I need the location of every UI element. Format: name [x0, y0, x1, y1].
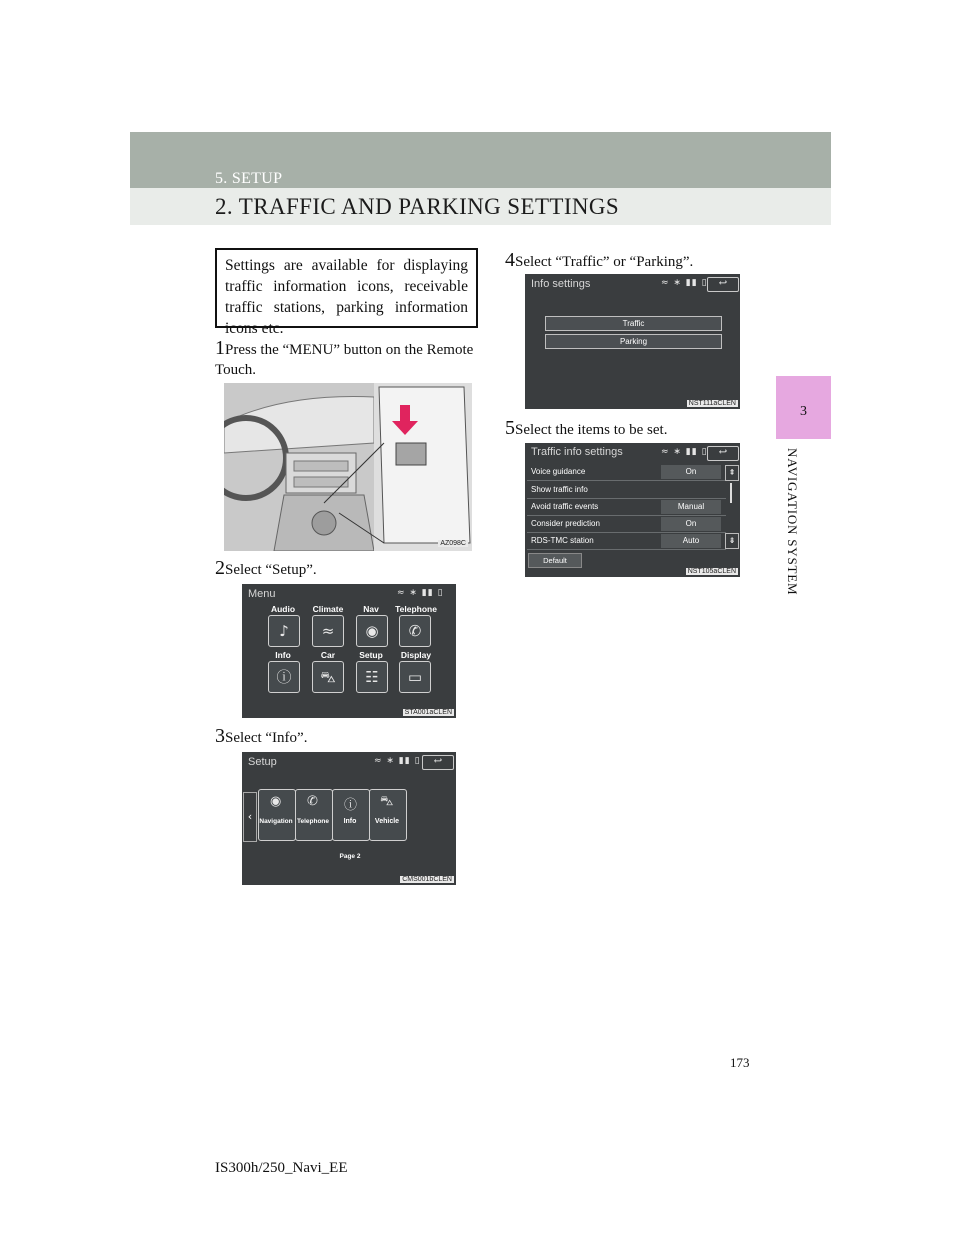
- scrollbar[interactable]: [730, 483, 732, 503]
- traffic-button[interactable]: Traffic: [545, 316, 722, 331]
- row-label: Consider prediction: [531, 519, 600, 528]
- step-number: 2: [215, 557, 225, 579]
- telephone-button[interactable]: ✆: [399, 615, 431, 647]
- step-number: 3: [215, 725, 225, 747]
- page-number: 173: [730, 1055, 750, 1070]
- menu-label-setup: Setup: [359, 650, 383, 660]
- info-icon: ⓘ: [344, 798, 358, 813]
- info-settings-screen: [525, 274, 740, 409]
- previous-page-button[interactable]: ‹: [243, 792, 257, 842]
- page-title: 2. TRAFFIC AND PARKING SETTINGS: [215, 194, 620, 219]
- step-text: Press the “MENU” button on the Remote Touch.: [215, 342, 474, 378]
- navigation-label: Navigation: [259, 818, 293, 825]
- parking-button[interactable]: Parking: [545, 334, 722, 349]
- figure-code: STA001aCLEN: [404, 709, 452, 716]
- screen-title: Info settings: [531, 278, 591, 290]
- screen-title: Traffic info settings: [531, 446, 623, 458]
- setup-button[interactable]: ☷: [356, 661, 388, 693]
- chapter-label: NAVIGATION SYSTEM: [785, 448, 800, 596]
- row-value[interactable]: On: [661, 517, 721, 531]
- status-icons: ≈ ∗ ▮▮ ▯: [397, 588, 444, 598]
- navigation-icon: ◉: [270, 794, 282, 809]
- figure-code: NST111aCLEN: [688, 400, 736, 407]
- menu-label-telephone: Telephone: [395, 604, 437, 614]
- menu-label-climate: Climate: [312, 604, 344, 614]
- step-5: [505, 418, 767, 440]
- back-button[interactable]: ↩: [707, 277, 739, 292]
- figure-code: NST105aCLEN: [687, 568, 736, 575]
- menu-label-nav: Nav: [363, 604, 379, 614]
- display-button[interactable]: ▭: [399, 661, 431, 693]
- default-button[interactable]: Default: [528, 553, 582, 568]
- scroll-down-button[interactable]: ⇟: [725, 533, 739, 549]
- back-button[interactable]: ↩: [707, 446, 739, 461]
- status-icons: ≈ ∗ ▮▮ ▯: [374, 756, 421, 766]
- menu-label-audio: Audio: [270, 604, 296, 614]
- vehicle-icon: ⛍: [380, 794, 394, 809]
- row-value[interactable]: Manual: [661, 500, 721, 514]
- info-label: Info: [343, 818, 357, 825]
- footer-label: IS300h/250_Navi_EE: [215, 1160, 348, 1176]
- step-text: Select the items to be set.: [515, 422, 668, 438]
- traffic-info-settings-screen: [525, 443, 740, 577]
- intro-box: Settings are available for displaying traffic information icons, receivable traffic stations, parking information icons etc.: [215, 248, 478, 328]
- step-text: Select “Info”.: [225, 730, 308, 746]
- telephone-icon: ✆: [307, 794, 318, 809]
- info-button[interactable]: ⓘ: [268, 661, 300, 693]
- screen-title: Menu: [248, 588, 276, 600]
- car-button[interactable]: ⛍: [312, 661, 344, 693]
- step-3: [215, 726, 477, 748]
- climate-button[interactable]: ≈: [312, 615, 344, 647]
- figure-code: CMS001bCLEN: [402, 876, 452, 883]
- section-title: 5. SETUP: [215, 170, 283, 187]
- row-value[interactable]: On: [661, 465, 721, 479]
- step-1: [215, 338, 477, 380]
- page-indicator: Page 2: [339, 853, 361, 860]
- vehicle-label: Vehicle: [374, 818, 400, 825]
- interior-illustration: [224, 383, 472, 551]
- step-number: 4: [505, 249, 515, 271]
- back-button[interactable]: ↩: [422, 755, 454, 770]
- menu-label-car: Car: [320, 650, 336, 660]
- menu-screen: [242, 584, 456, 718]
- menu-label-info: Info: [275, 650, 291, 660]
- screen-title: Setup: [248, 756, 277, 768]
- step-number: 1: [215, 337, 225, 359]
- step-4: [505, 250, 767, 272]
- row-value[interactable]: Auto: [661, 534, 721, 548]
- status-icons: ≈ ∗ ▮▮ ▯: [661, 447, 708, 457]
- audio-button[interactable]: ♪: [268, 615, 300, 647]
- setup-screen: [242, 752, 456, 885]
- nav-button[interactable]: ◉: [356, 615, 388, 647]
- step-number: 5: [505, 417, 515, 439]
- step-text: Select “Traffic” or “Parking”.: [515, 254, 694, 270]
- list-item[interactable]: [527, 482, 726, 499]
- dashboard-drawing: [224, 383, 472, 551]
- menu-label-display: Display: [400, 650, 432, 660]
- chapter-number: 3: [800, 404, 807, 419]
- step-text: Select “Setup”.: [225, 562, 317, 578]
- row-label: Avoid traffic events: [531, 502, 599, 511]
- telephone-label: Telephone: [296, 818, 330, 825]
- status-icons: ≈ ∗ ▮▮ ▯: [661, 278, 708, 288]
- row-label: Voice guidance: [531, 467, 586, 476]
- row-label: Show traffic info: [531, 485, 588, 494]
- figure-code: AZ098C: [440, 540, 466, 547]
- step-2: [215, 558, 477, 580]
- scroll-up-button[interactable]: ⇞: [725, 465, 739, 481]
- row-label: RDS-TMC station: [531, 536, 594, 545]
